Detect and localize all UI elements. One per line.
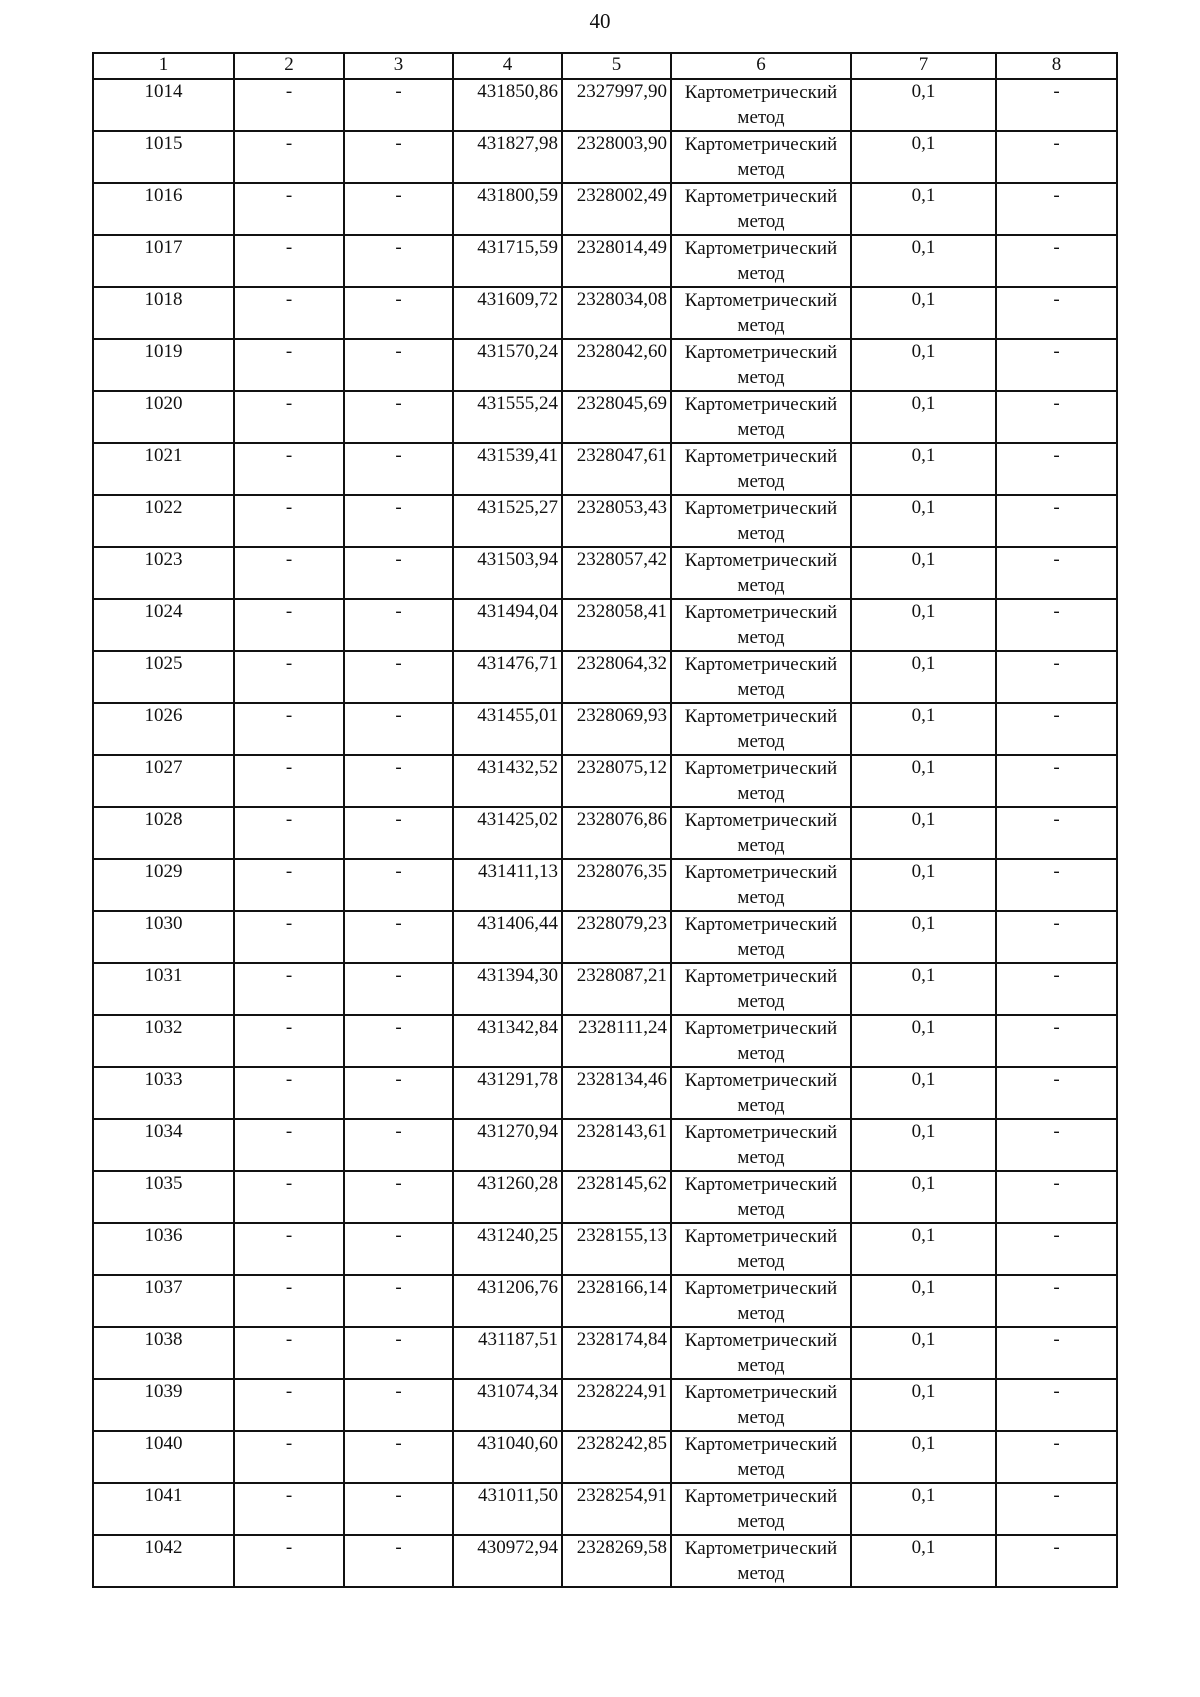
accuracy-cell: 0,1 <box>851 651 996 703</box>
col2-cell: - <box>234 79 344 131</box>
col2-cell: - <box>234 1327 344 1379</box>
header-cell: 8 <box>996 53 1117 79</box>
point-number-cell: 1020 <box>93 391 234 443</box>
point-number-cell: 1026 <box>93 703 234 755</box>
col8-cell: - <box>996 1119 1117 1171</box>
point-number-cell: 1025 <box>93 651 234 703</box>
col3-cell: - <box>344 287 453 339</box>
col3-cell: - <box>344 963 453 1015</box>
y-coordinate-cell: 2328047,61 <box>562 443 671 495</box>
table-row <box>93 287 1117 339</box>
col3-cell: - <box>344 495 453 547</box>
table-row <box>93 1379 1117 1431</box>
x-coordinate-cell: 431850,86 <box>453 79 562 131</box>
col3-cell: - <box>344 859 453 911</box>
method-cell: Картометрический метод <box>671 755 851 807</box>
accuracy-cell: 0,1 <box>851 391 996 443</box>
table-row <box>93 495 1117 547</box>
col2-cell: - <box>234 547 344 599</box>
col3-cell: - <box>344 1015 453 1067</box>
point-number-cell: 1031 <box>93 963 234 1015</box>
table-row <box>93 1067 1117 1119</box>
table-row <box>93 1483 1117 1535</box>
accuracy-cell: 0,1 <box>851 963 996 1015</box>
method-cell: Картометрический метод <box>671 1483 851 1535</box>
method-cell: Картометрический метод <box>671 963 851 1015</box>
col8-cell: - <box>996 443 1117 495</box>
y-coordinate-cell: 2328254,91 <box>562 1483 671 1535</box>
col2-cell: - <box>234 131 344 183</box>
col8-cell: - <box>996 79 1117 131</box>
y-coordinate-cell: 2328269,58 <box>562 1535 671 1587</box>
point-number-cell: 1033 <box>93 1067 234 1119</box>
y-coordinate-cell: 2328058,41 <box>562 599 671 651</box>
point-number-cell: 1039 <box>93 1379 234 1431</box>
x-coordinate-cell: 431827,98 <box>453 131 562 183</box>
point-number-cell: 1030 <box>93 911 234 963</box>
accuracy-cell: 0,1 <box>851 235 996 287</box>
y-coordinate-cell: 2328002,49 <box>562 183 671 235</box>
accuracy-cell: 0,1 <box>851 131 996 183</box>
page-number: 40 <box>589 9 611 33</box>
col8-cell: - <box>996 235 1117 287</box>
header-cell: 3 <box>344 53 453 79</box>
table-row <box>93 755 1117 807</box>
accuracy-cell: 0,1 <box>851 859 996 911</box>
col8-cell: - <box>996 339 1117 391</box>
accuracy-cell: 0,1 <box>851 1483 996 1535</box>
x-coordinate-cell: 431074,34 <box>453 1379 562 1431</box>
method-cell: Картометрический метод <box>671 703 851 755</box>
col8-cell: - <box>996 1379 1117 1431</box>
x-coordinate-cell: 431425,02 <box>453 807 562 859</box>
table-row <box>93 391 1117 443</box>
col8-cell: - <box>996 1275 1117 1327</box>
col3-cell: - <box>344 599 453 651</box>
col8-cell: - <box>996 1327 1117 1379</box>
method-cell: Картометрический метод <box>671 651 851 703</box>
col2-cell: - <box>234 235 344 287</box>
col2-cell: - <box>234 443 344 495</box>
accuracy-cell: 0,1 <box>851 1535 996 1587</box>
accuracy-cell: 0,1 <box>851 547 996 599</box>
col8-cell: - <box>996 547 1117 599</box>
header-cell: 6 <box>671 53 851 79</box>
point-number-cell: 1040 <box>93 1431 234 1483</box>
y-coordinate-cell: 2328064,32 <box>562 651 671 703</box>
table-row <box>93 79 1117 131</box>
table-row <box>93 1431 1117 1483</box>
point-number-cell: 1024 <box>93 599 234 651</box>
col3-cell: - <box>344 807 453 859</box>
col8-cell: - <box>996 859 1117 911</box>
col3-cell: - <box>344 1483 453 1535</box>
y-coordinate-cell: 2328155,13 <box>562 1223 671 1275</box>
point-number-cell: 1023 <box>93 547 234 599</box>
method-cell: Картометрический метод <box>671 1275 851 1327</box>
method-cell: Картометрический метод <box>671 1067 851 1119</box>
col8-cell: - <box>996 287 1117 339</box>
col8-cell: - <box>996 599 1117 651</box>
method-cell: Картометрический метод <box>671 807 851 859</box>
table-row <box>93 859 1117 911</box>
x-coordinate-cell: 431555,24 <box>453 391 562 443</box>
point-number-cell: 1034 <box>93 1119 234 1171</box>
table-row <box>93 339 1117 391</box>
col3-cell: - <box>344 651 453 703</box>
accuracy-cell: 0,1 <box>851 755 996 807</box>
col2-cell: - <box>234 391 344 443</box>
col3-cell: - <box>344 79 453 131</box>
x-coordinate-cell: 431270,94 <box>453 1119 562 1171</box>
y-coordinate-cell: 2328076,86 <box>562 807 671 859</box>
col8-cell: - <box>996 1535 1117 1587</box>
accuracy-cell: 0,1 <box>851 1067 996 1119</box>
x-coordinate-cell: 431800,59 <box>453 183 562 235</box>
x-coordinate-cell: 431609,72 <box>453 287 562 339</box>
accuracy-cell: 0,1 <box>851 1431 996 1483</box>
method-cell: Картометрический метод <box>671 859 851 911</box>
col3-cell: - <box>344 183 453 235</box>
col2-cell: - <box>234 1119 344 1171</box>
col3-cell: - <box>344 339 453 391</box>
x-coordinate-cell: 431525,27 <box>453 495 562 547</box>
y-coordinate-cell: 2328057,42 <box>562 547 671 599</box>
col2-cell: - <box>234 599 344 651</box>
accuracy-cell: 0,1 <box>851 703 996 755</box>
x-coordinate-cell: 431187,51 <box>453 1327 562 1379</box>
point-number-cell: 1042 <box>93 1535 234 1587</box>
table-body <box>93 79 1117 1587</box>
y-coordinate-cell: 2328034,08 <box>562 287 671 339</box>
point-number-cell: 1037 <box>93 1275 234 1327</box>
col3-cell: - <box>344 1379 453 1431</box>
header-cell: 5 <box>562 53 671 79</box>
x-coordinate-cell: 431260,28 <box>453 1171 562 1223</box>
x-coordinate-cell: 431240,25 <box>453 1223 562 1275</box>
col8-cell: - <box>996 391 1117 443</box>
point-number-cell: 1029 <box>93 859 234 911</box>
col3-cell: - <box>344 1067 453 1119</box>
table-row <box>93 1171 1117 1223</box>
table-row <box>93 1535 1117 1587</box>
col3-cell: - <box>344 1327 453 1379</box>
col8-cell: - <box>996 131 1117 183</box>
y-coordinate-cell: 2328224,91 <box>562 1379 671 1431</box>
point-number-cell: 1014 <box>93 79 234 131</box>
y-coordinate-cell: 2328076,35 <box>562 859 671 911</box>
col3-cell: - <box>344 547 453 599</box>
y-coordinate-cell: 2328111,24 <box>562 1015 671 1067</box>
col8-cell: - <box>996 807 1117 859</box>
method-cell: Картометрический метод <box>671 599 851 651</box>
method-cell: Картометрический метод <box>671 339 851 391</box>
accuracy-cell: 0,1 <box>851 1327 996 1379</box>
col8-cell: - <box>996 911 1117 963</box>
col2-cell: - <box>234 183 344 235</box>
col8-cell: - <box>996 1015 1117 1067</box>
header-cell: 1 <box>93 53 234 79</box>
table-row <box>93 1119 1117 1171</box>
method-cell: Картометрический метод <box>671 547 851 599</box>
col2-cell: - <box>234 1275 344 1327</box>
method-cell: Картометрический метод <box>671 1171 851 1223</box>
table-header <box>93 53 1117 79</box>
table-row <box>93 599 1117 651</box>
y-coordinate-cell: 2328242,85 <box>562 1431 671 1483</box>
header-cell: 2 <box>234 53 344 79</box>
x-coordinate-cell: 431011,50 <box>453 1483 562 1535</box>
accuracy-cell: 0,1 <box>851 79 996 131</box>
point-number-cell: 1016 <box>93 183 234 235</box>
col8-cell: - <box>996 703 1117 755</box>
x-coordinate-cell: 430972,94 <box>453 1535 562 1587</box>
col8-cell: - <box>996 1483 1117 1535</box>
method-cell: Картометрический метод <box>671 1119 851 1171</box>
accuracy-cell: 0,1 <box>851 495 996 547</box>
table-row <box>93 963 1117 1015</box>
accuracy-cell: 0,1 <box>851 1171 996 1223</box>
method-cell: Картометрический метод <box>671 287 851 339</box>
y-coordinate-cell: 2328003,90 <box>562 131 671 183</box>
table-row <box>93 703 1117 755</box>
col2-cell: - <box>234 703 344 755</box>
col3-cell: - <box>344 391 453 443</box>
table-row <box>93 911 1117 963</box>
table-row <box>93 1223 1117 1275</box>
point-number-cell: 1036 <box>93 1223 234 1275</box>
method-cell: Картометрический метод <box>671 1431 851 1483</box>
col8-cell: - <box>996 963 1117 1015</box>
y-coordinate-cell: 2328053,43 <box>562 495 671 547</box>
table-row <box>93 1327 1117 1379</box>
col3-cell: - <box>344 1535 453 1587</box>
header-cell: 7 <box>851 53 996 79</box>
y-coordinate-cell: 2328134,46 <box>562 1067 671 1119</box>
x-coordinate-cell: 431342,84 <box>453 1015 562 1067</box>
x-coordinate-cell: 431539,41 <box>453 443 562 495</box>
x-coordinate-cell: 431455,01 <box>453 703 562 755</box>
accuracy-cell: 0,1 <box>851 287 996 339</box>
col2-cell: - <box>234 1067 344 1119</box>
accuracy-cell: 0,1 <box>851 183 996 235</box>
col2-cell: - <box>234 807 344 859</box>
x-coordinate-cell: 431394,30 <box>453 963 562 1015</box>
accuracy-cell: 0,1 <box>851 339 996 391</box>
table-row <box>93 443 1117 495</box>
x-coordinate-cell: 431291,78 <box>453 1067 562 1119</box>
col3-cell: - <box>344 1171 453 1223</box>
method-cell: Картометрический метод <box>671 79 851 131</box>
table-row <box>93 547 1117 599</box>
method-cell: Картометрический метод <box>671 911 851 963</box>
col2-cell: - <box>234 495 344 547</box>
col2-cell: - <box>234 1379 344 1431</box>
table-row <box>93 1275 1117 1327</box>
col3-cell: - <box>344 1275 453 1327</box>
col2-cell: - <box>234 1535 344 1587</box>
y-coordinate-cell: 2328042,60 <box>562 339 671 391</box>
col3-cell: - <box>344 911 453 963</box>
col2-cell: - <box>234 1171 344 1223</box>
point-number-cell: 1027 <box>93 755 234 807</box>
accuracy-cell: 0,1 <box>851 1119 996 1171</box>
point-number-cell: 1032 <box>93 1015 234 1067</box>
point-number-cell: 1015 <box>93 131 234 183</box>
col3-cell: - <box>344 443 453 495</box>
point-number-cell: 1018 <box>93 287 234 339</box>
point-number-cell: 1041 <box>93 1483 234 1535</box>
method-cell: Картометрический метод <box>671 495 851 547</box>
col8-cell: - <box>996 1171 1117 1223</box>
col8-cell: - <box>996 651 1117 703</box>
col2-cell: - <box>234 287 344 339</box>
col3-cell: - <box>344 1431 453 1483</box>
x-coordinate-cell: 431494,04 <box>453 599 562 651</box>
col3-cell: - <box>344 755 453 807</box>
accuracy-cell: 0,1 <box>851 599 996 651</box>
y-coordinate-cell: 2328079,23 <box>562 911 671 963</box>
y-coordinate-cell: 2328143,61 <box>562 1119 671 1171</box>
x-coordinate-cell: 431411,13 <box>453 859 562 911</box>
method-cell: Картометрический метод <box>671 235 851 287</box>
x-coordinate-cell: 431503,94 <box>453 547 562 599</box>
method-cell: Картометрический метод <box>671 1379 851 1431</box>
x-coordinate-cell: 431406,44 <box>453 911 562 963</box>
col2-cell: - <box>234 859 344 911</box>
point-number-cell: 1017 <box>93 235 234 287</box>
x-coordinate-cell: 431715,59 <box>453 235 562 287</box>
x-coordinate-cell: 431040,60 <box>453 1431 562 1483</box>
col8-cell: - <box>996 1067 1117 1119</box>
col2-cell: - <box>234 755 344 807</box>
col2-cell: - <box>234 963 344 1015</box>
point-number-cell: 1021 <box>93 443 234 495</box>
y-coordinate-cell: 2328069,93 <box>562 703 671 755</box>
point-number-cell: 1038 <box>93 1327 234 1379</box>
col2-cell: - <box>234 339 344 391</box>
y-coordinate-cell: 2328014,49 <box>562 235 671 287</box>
col3-cell: - <box>344 1223 453 1275</box>
method-cell: Картометрический метод <box>671 183 851 235</box>
coordinates-table <box>92 52 1118 1588</box>
point-number-cell: 1019 <box>93 339 234 391</box>
x-coordinate-cell: 431432,52 <box>453 755 562 807</box>
header-row <box>93 53 1117 79</box>
col2-cell: - <box>234 1015 344 1067</box>
accuracy-cell: 0,1 <box>851 807 996 859</box>
col8-cell: - <box>996 495 1117 547</box>
col8-cell: - <box>996 1431 1117 1483</box>
table-row <box>93 1015 1117 1067</box>
method-cell: Картометрический метод <box>671 1223 851 1275</box>
y-coordinate-cell: 2327997,90 <box>562 79 671 131</box>
table-row <box>93 807 1117 859</box>
x-coordinate-cell: 431476,71 <box>453 651 562 703</box>
col2-cell: - <box>234 1431 344 1483</box>
col3-cell: - <box>344 703 453 755</box>
col3-cell: - <box>344 235 453 287</box>
accuracy-cell: 0,1 <box>851 443 996 495</box>
x-coordinate-cell: 431206,76 <box>453 1275 562 1327</box>
method-cell: Картометрический метод <box>671 1327 851 1379</box>
col2-cell: - <box>234 1483 344 1535</box>
y-coordinate-cell: 2328145,62 <box>562 1171 671 1223</box>
accuracy-cell: 0,1 <box>851 1275 996 1327</box>
method-cell: Картометрический метод <box>671 1015 851 1067</box>
method-cell: Картометрический метод <box>671 131 851 183</box>
col2-cell: - <box>234 1223 344 1275</box>
col3-cell: - <box>344 131 453 183</box>
y-coordinate-cell: 2328174,84 <box>562 1327 671 1379</box>
col2-cell: - <box>234 651 344 703</box>
table-row <box>93 183 1117 235</box>
method-cell: Картометрический метод <box>671 1535 851 1587</box>
y-coordinate-cell: 2328166,14 <box>562 1275 671 1327</box>
col8-cell: - <box>996 755 1117 807</box>
table-row <box>93 131 1117 183</box>
method-cell: Картометрический метод <box>671 443 851 495</box>
col8-cell: - <box>996 1223 1117 1275</box>
y-coordinate-cell: 2328075,12 <box>562 755 671 807</box>
point-number-cell: 1035 <box>93 1171 234 1223</box>
table-row <box>93 651 1117 703</box>
x-coordinate-cell: 431570,24 <box>453 339 562 391</box>
accuracy-cell: 0,1 <box>851 1223 996 1275</box>
col8-cell: - <box>996 183 1117 235</box>
accuracy-cell: 0,1 <box>851 1015 996 1067</box>
accuracy-cell: 0,1 <box>851 1379 996 1431</box>
y-coordinate-cell: 2328045,69 <box>562 391 671 443</box>
y-coordinate-cell: 2328087,21 <box>562 963 671 1015</box>
point-number-cell: 1028 <box>93 807 234 859</box>
accuracy-cell: 0,1 <box>851 911 996 963</box>
point-number-cell: 1022 <box>93 495 234 547</box>
col3-cell: - <box>344 1119 453 1171</box>
col2-cell: - <box>234 911 344 963</box>
header-cell: 4 <box>453 53 562 79</box>
table-row <box>93 235 1117 287</box>
method-cell: Картометрический метод <box>671 391 851 443</box>
